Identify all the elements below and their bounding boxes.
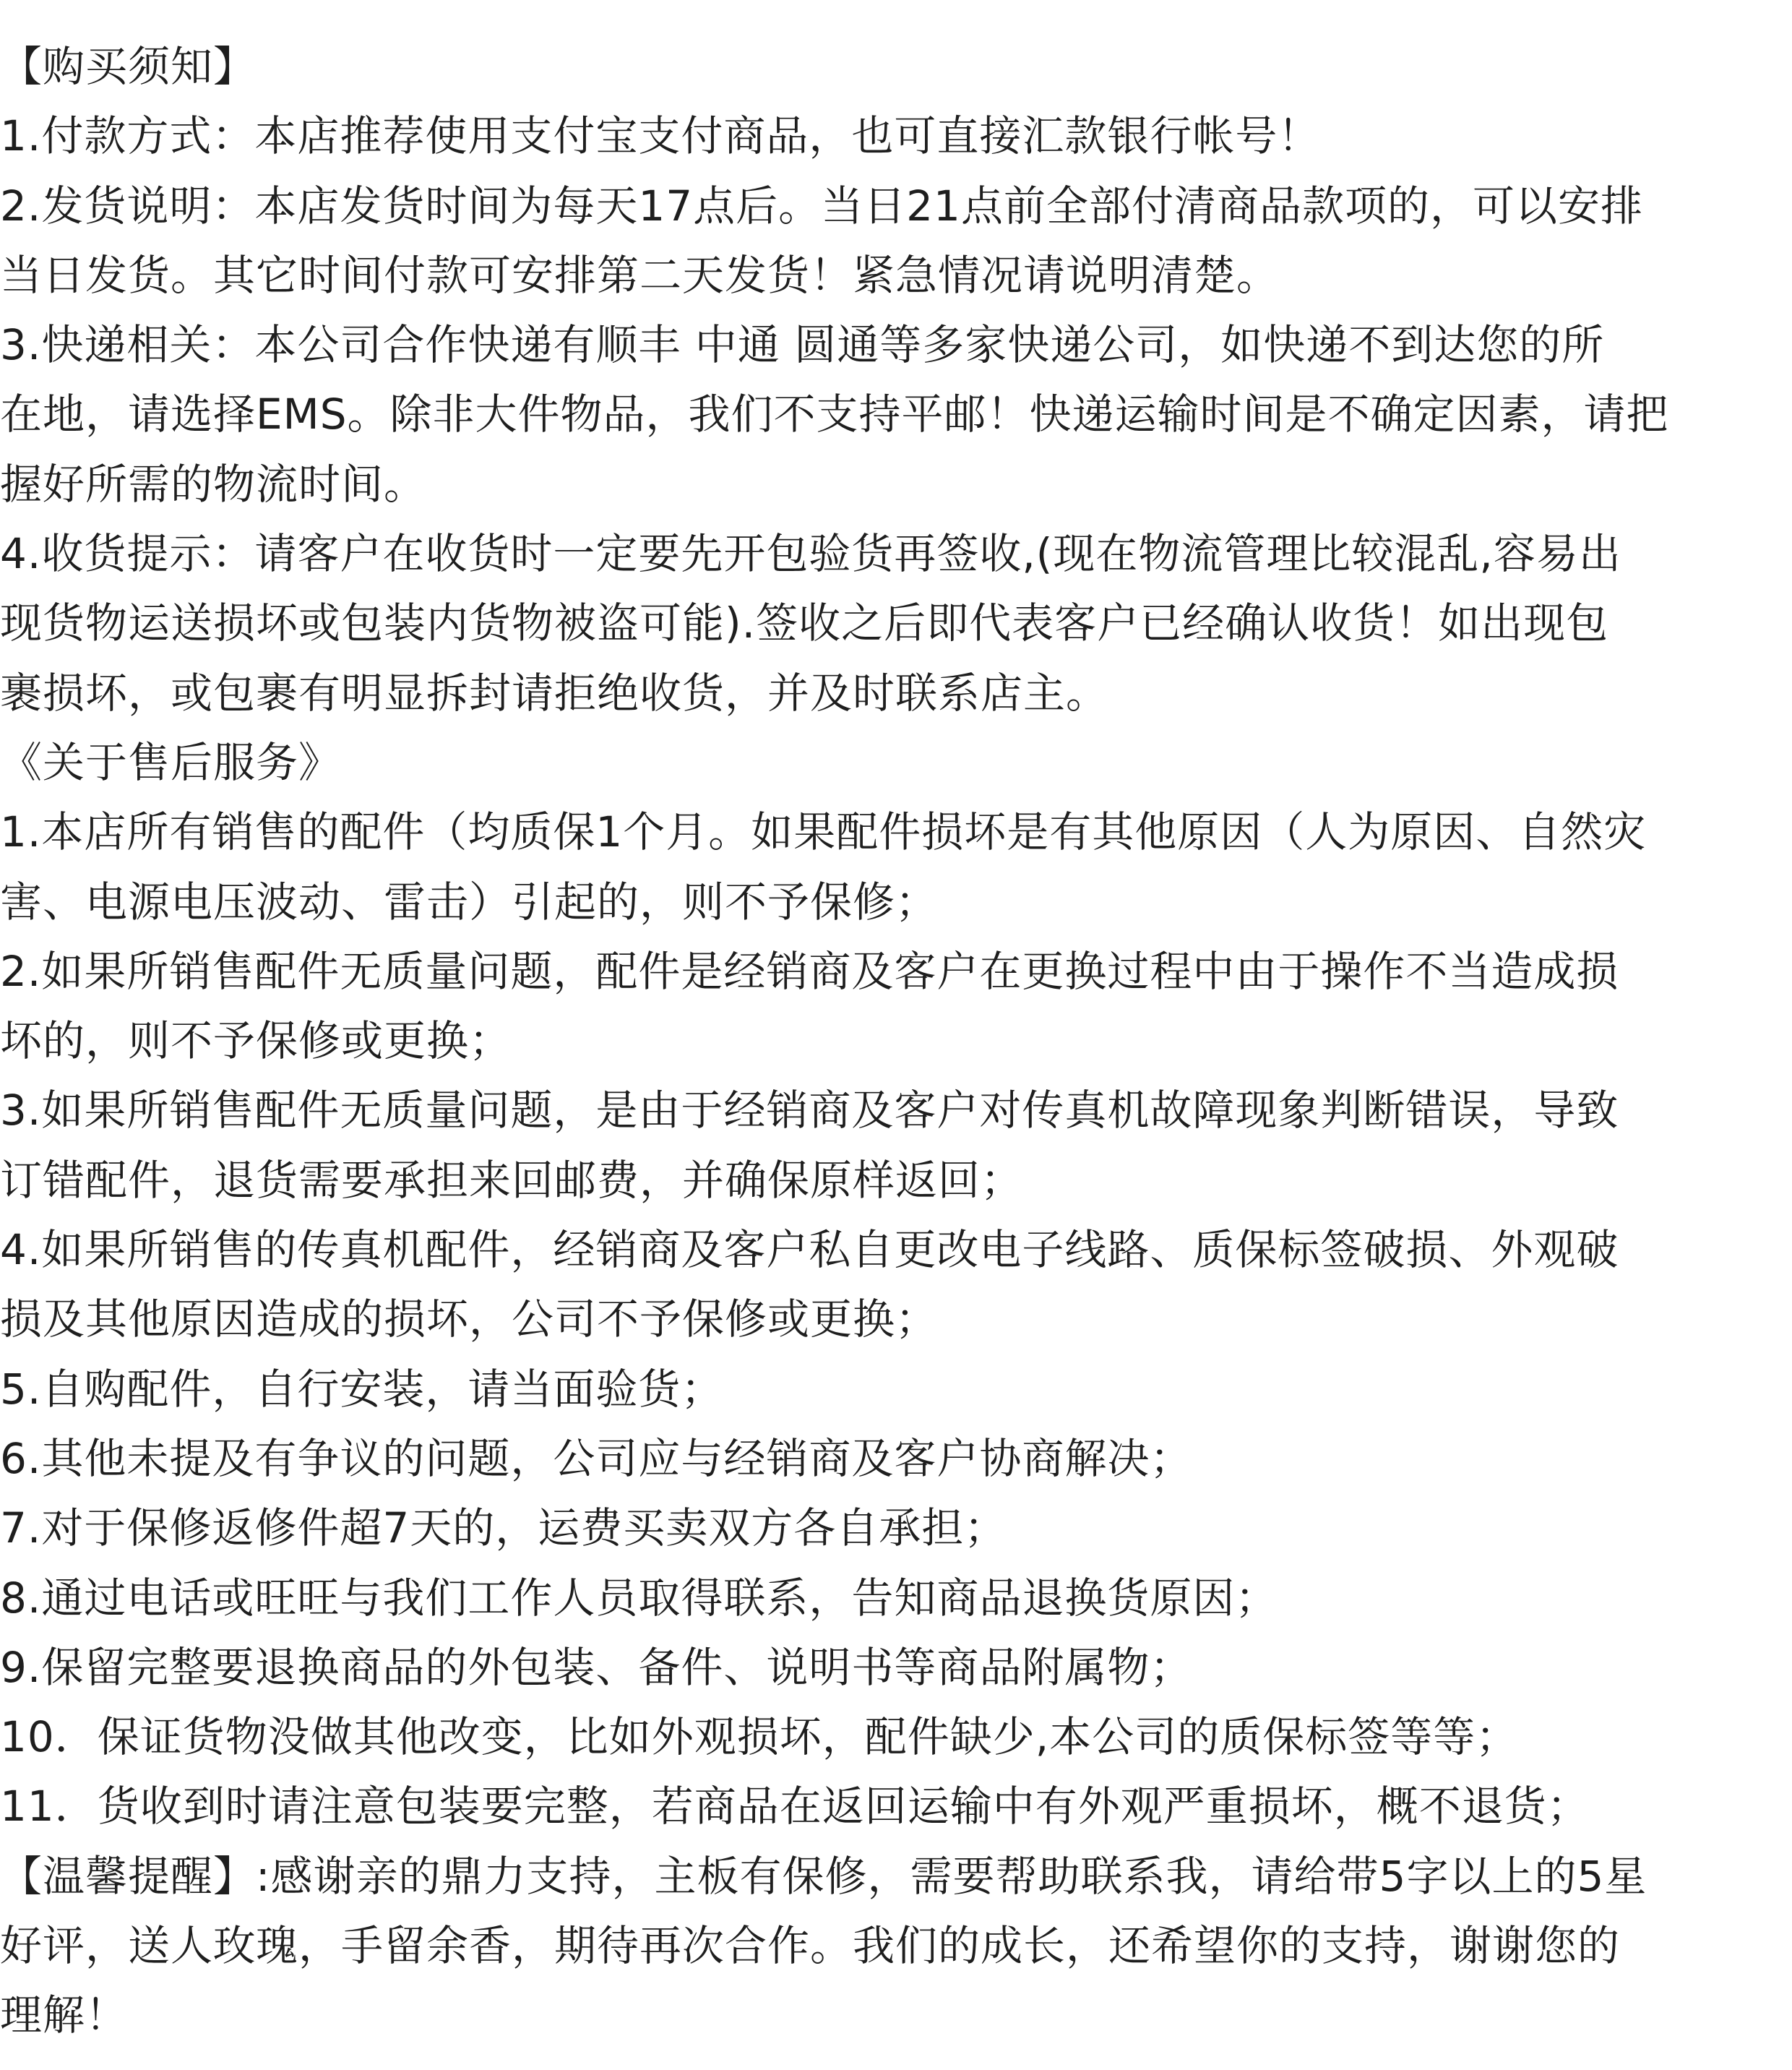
text-line: 3.如果所销售配件无质量问题，是由于经销商及客户对传真机故障现象判断错误，导致 bbox=[0, 1086, 1619, 1135]
text-line: 1.本店所有销售的配件（均质保1个月。如果配件损坏是有其他原因（人为原因、自然灾 bbox=[0, 807, 1647, 857]
text-line: 2.如果所销售配件无质量问题，配件是经销商及客户在更换过程中由于操作不当造成损 bbox=[0, 946, 1619, 996]
text-line: 8.通过电话或旺旺与我们工作人员取得联系，告知商品退换货原因； bbox=[0, 1573, 1278, 1623]
text-line: 理解！ bbox=[0, 1990, 129, 2040]
text-line: 好评，送人玫瑰，手留余香，期待再次合作。我们的成长，还希望你的支持，谢谢您的 bbox=[0, 1921, 1621, 1971]
text-line: 6.其他未提及有争议的问题，公司应与经销商及客户协商解决； bbox=[0, 1433, 1193, 1483]
text-line: 4.如果所销售的传真机配件，经销商及客户私自更改电子线路、质保标签破损、外观破 bbox=[0, 1225, 1619, 1275]
section-title-reminder: 【温馨提醒】:感谢亲的鼎力支持，主板有保修，需要帮助联系我，请给带5字以上的5星 bbox=[0, 1851, 1647, 1901]
notice-document bbox=[0, 32, 1792, 2050]
text-line: 5.自购配件，自行安装，请当面验货； bbox=[0, 1364, 724, 1414]
text-line: 1.付款方式：本店推荐使用支付宝支付商品，也可直接汇款银行帐号！ bbox=[0, 111, 1321, 161]
text-line: 坏的，则不予保修或更换； bbox=[0, 1016, 512, 1066]
text-line: 裹损坏，或包裹有明显拆封请拒绝收货，并及时联系店主。 bbox=[0, 668, 1109, 718]
text-line: 握好所需的物流时间。 bbox=[0, 459, 427, 509]
text-line: 当日发货。其它时间付款可安排第二天发货！紧急情况请说明清楚。 bbox=[0, 250, 1280, 300]
text-line: 10．保证货物没做其他改变，比如外观损坏，配件缺少,本公司的质保标签等等； bbox=[0, 1712, 1519, 1762]
text-line: 现货物运送损坏或包装内货物被盗可能).签收之后即代表客户已经确认收货！如出现包 bbox=[0, 598, 1609, 648]
text-line: 9.保留完整要退换商品的外包装、备件、说明书等商品附属物； bbox=[0, 1642, 1193, 1692]
text-line: 3.快递相关：本公司合作快递有顺丰 中通 圆通等多家快递公司，如快递不到达您的所 bbox=[0, 320, 1605, 370]
text-line: 订错配件，退货需要承担来回邮费，并确保原样返回； bbox=[0, 1155, 1024, 1205]
section-title-purchase-notice: 【购买须知】 bbox=[0, 42, 257, 91]
text-line: 损及其他原因造成的损坏，公司不予保修或更换； bbox=[0, 1294, 939, 1344]
section-title-after-sales: 《关于售后服务》 bbox=[0, 737, 342, 787]
text-line: 11．货收到时请注意包装要完整，若商品在返回运输中有外观严重损坏，概不退货； bbox=[0, 1782, 1590, 1831]
text-line: 在地，请选择EMS。除非大件物品，我们不支持平邮！快递运输时间是不确定因素，请把 bbox=[0, 390, 1669, 439]
text-line: 4.收货提示：请客户在收货时一定要先开包验货再签收,(现在物流管理比较混乱,容易出 bbox=[0, 529, 1621, 579]
text-line: 2.发货说明：本店发货时间为每天17点后。当日21点前全部付清商品款项的，可以安排 bbox=[0, 181, 1643, 231]
text-line: 7.对于保修返修件超7天的，运费买卖双方各自承担； bbox=[0, 1503, 1007, 1553]
text-line: 害、电源电压波动、雷击）引起的，则不予保修； bbox=[0, 877, 939, 927]
